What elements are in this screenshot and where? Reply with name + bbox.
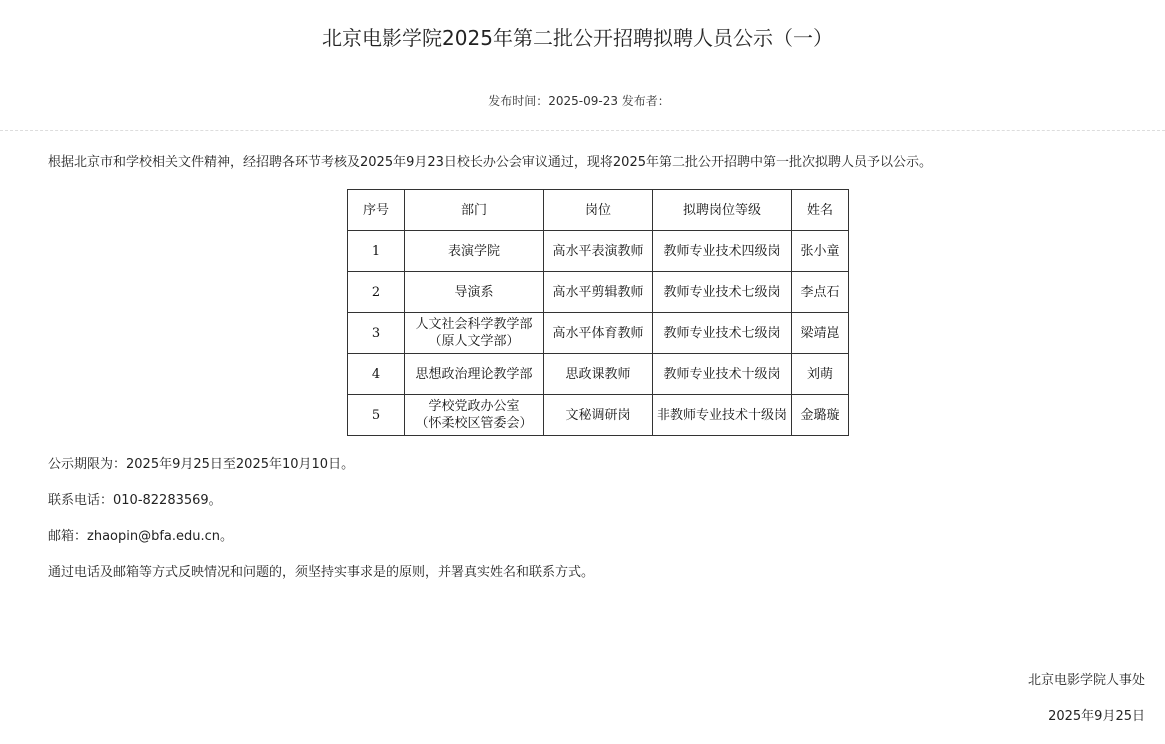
cell-post: 思政课教师: [544, 354, 653, 395]
feedback-note: 通过电话及邮箱等方式反映情况和问题的，须坚持实事求是的原则，并署真实姓名和联系方式。: [48, 565, 595, 580]
table-row: [348, 395, 849, 436]
header-no: 序号: [348, 190, 405, 231]
header-name: 姓名: [792, 190, 849, 231]
cell-post: 高水平体育教师: [544, 313, 653, 354]
intro-paragraph: 根据北京市和学校相关文件精神，经招聘各环节考核及2025年9月23日校长办公会审议通过，现将2025年第二批公开招聘中第一批次拟聘人员予以公示。: [48, 155, 932, 170]
contact-phone: 联系电话：010-82283569。: [48, 493, 222, 508]
cell-level: 教师专业技术七级岗: [653, 313, 792, 354]
cell-post: 文秘调研岗: [544, 395, 653, 436]
hiring-table: [347, 189, 849, 436]
cell-name: 梁靖崑: [792, 313, 849, 354]
cell-no: 5: [348, 395, 405, 436]
header-dept: 部门: [405, 190, 544, 231]
cell-dept: [405, 272, 544, 313]
cell-dept: [405, 313, 544, 354]
signature-org: 北京电影学院人事处: [1027, 673, 1145, 688]
cell-level: 教师专业技术四级岗: [653, 231, 792, 272]
cell-dept: [405, 354, 544, 395]
table-row: [348, 313, 849, 354]
cell-name: 刘萌: [792, 354, 849, 395]
cell-dept: [405, 231, 544, 272]
cell-dept: [405, 395, 544, 436]
title-divider: [0, 130, 1165, 131]
header-level: 拟聘岗位等级: [653, 190, 792, 231]
cell-no: 4: [348, 354, 405, 395]
dept-line: 思想政治理论教学部: [415, 366, 533, 382]
table-header-row: [348, 190, 849, 231]
publish-meta: 发布时间：2025-09-23 发布者：: [488, 94, 670, 108]
cell-post: 高水平表演教师: [544, 231, 653, 272]
cell-level: 非教师专业技术十级岗: [653, 395, 792, 436]
cell-no: 2: [348, 272, 405, 313]
table-row: [348, 272, 849, 313]
dept-line: 表演学院: [447, 243, 500, 259]
table-row: [348, 354, 849, 395]
contact-email: 邮箱：zhaopin@bfa.edu.cn。: [48, 529, 234, 544]
dept-subline: （怀柔校区管委会）: [415, 416, 533, 431]
cell-level: 教师专业技术十级岗: [653, 354, 792, 395]
header-post: 岗位: [544, 190, 653, 231]
cell-name: 李点石: [792, 272, 849, 313]
cell-name: 金璐璇: [792, 395, 849, 436]
cell-level: 教师专业技术七级岗: [653, 272, 792, 313]
page-title: 北京电影学院2025年第二批公开招聘拟聘人员公示（一）: [322, 26, 833, 50]
cell-name: 张小童: [792, 231, 849, 272]
notice-period: 公示期限为：2025年9月25日至2025年10月10日。: [48, 457, 355, 472]
signature-date: 2025年9月25日: [1048, 709, 1145, 724]
cell-no: 1: [348, 231, 405, 272]
dept-line: 学校党政办公室: [428, 399, 520, 414]
dept-line: 导演系: [454, 284, 494, 300]
dept-line: 人文社会科学教学部: [415, 317, 533, 332]
cell-post: 高水平剪辑教师: [544, 272, 653, 313]
dept-subline: （原人文学部）: [428, 334, 520, 349]
table-row: [348, 231, 849, 272]
cell-no: 3: [348, 313, 405, 354]
